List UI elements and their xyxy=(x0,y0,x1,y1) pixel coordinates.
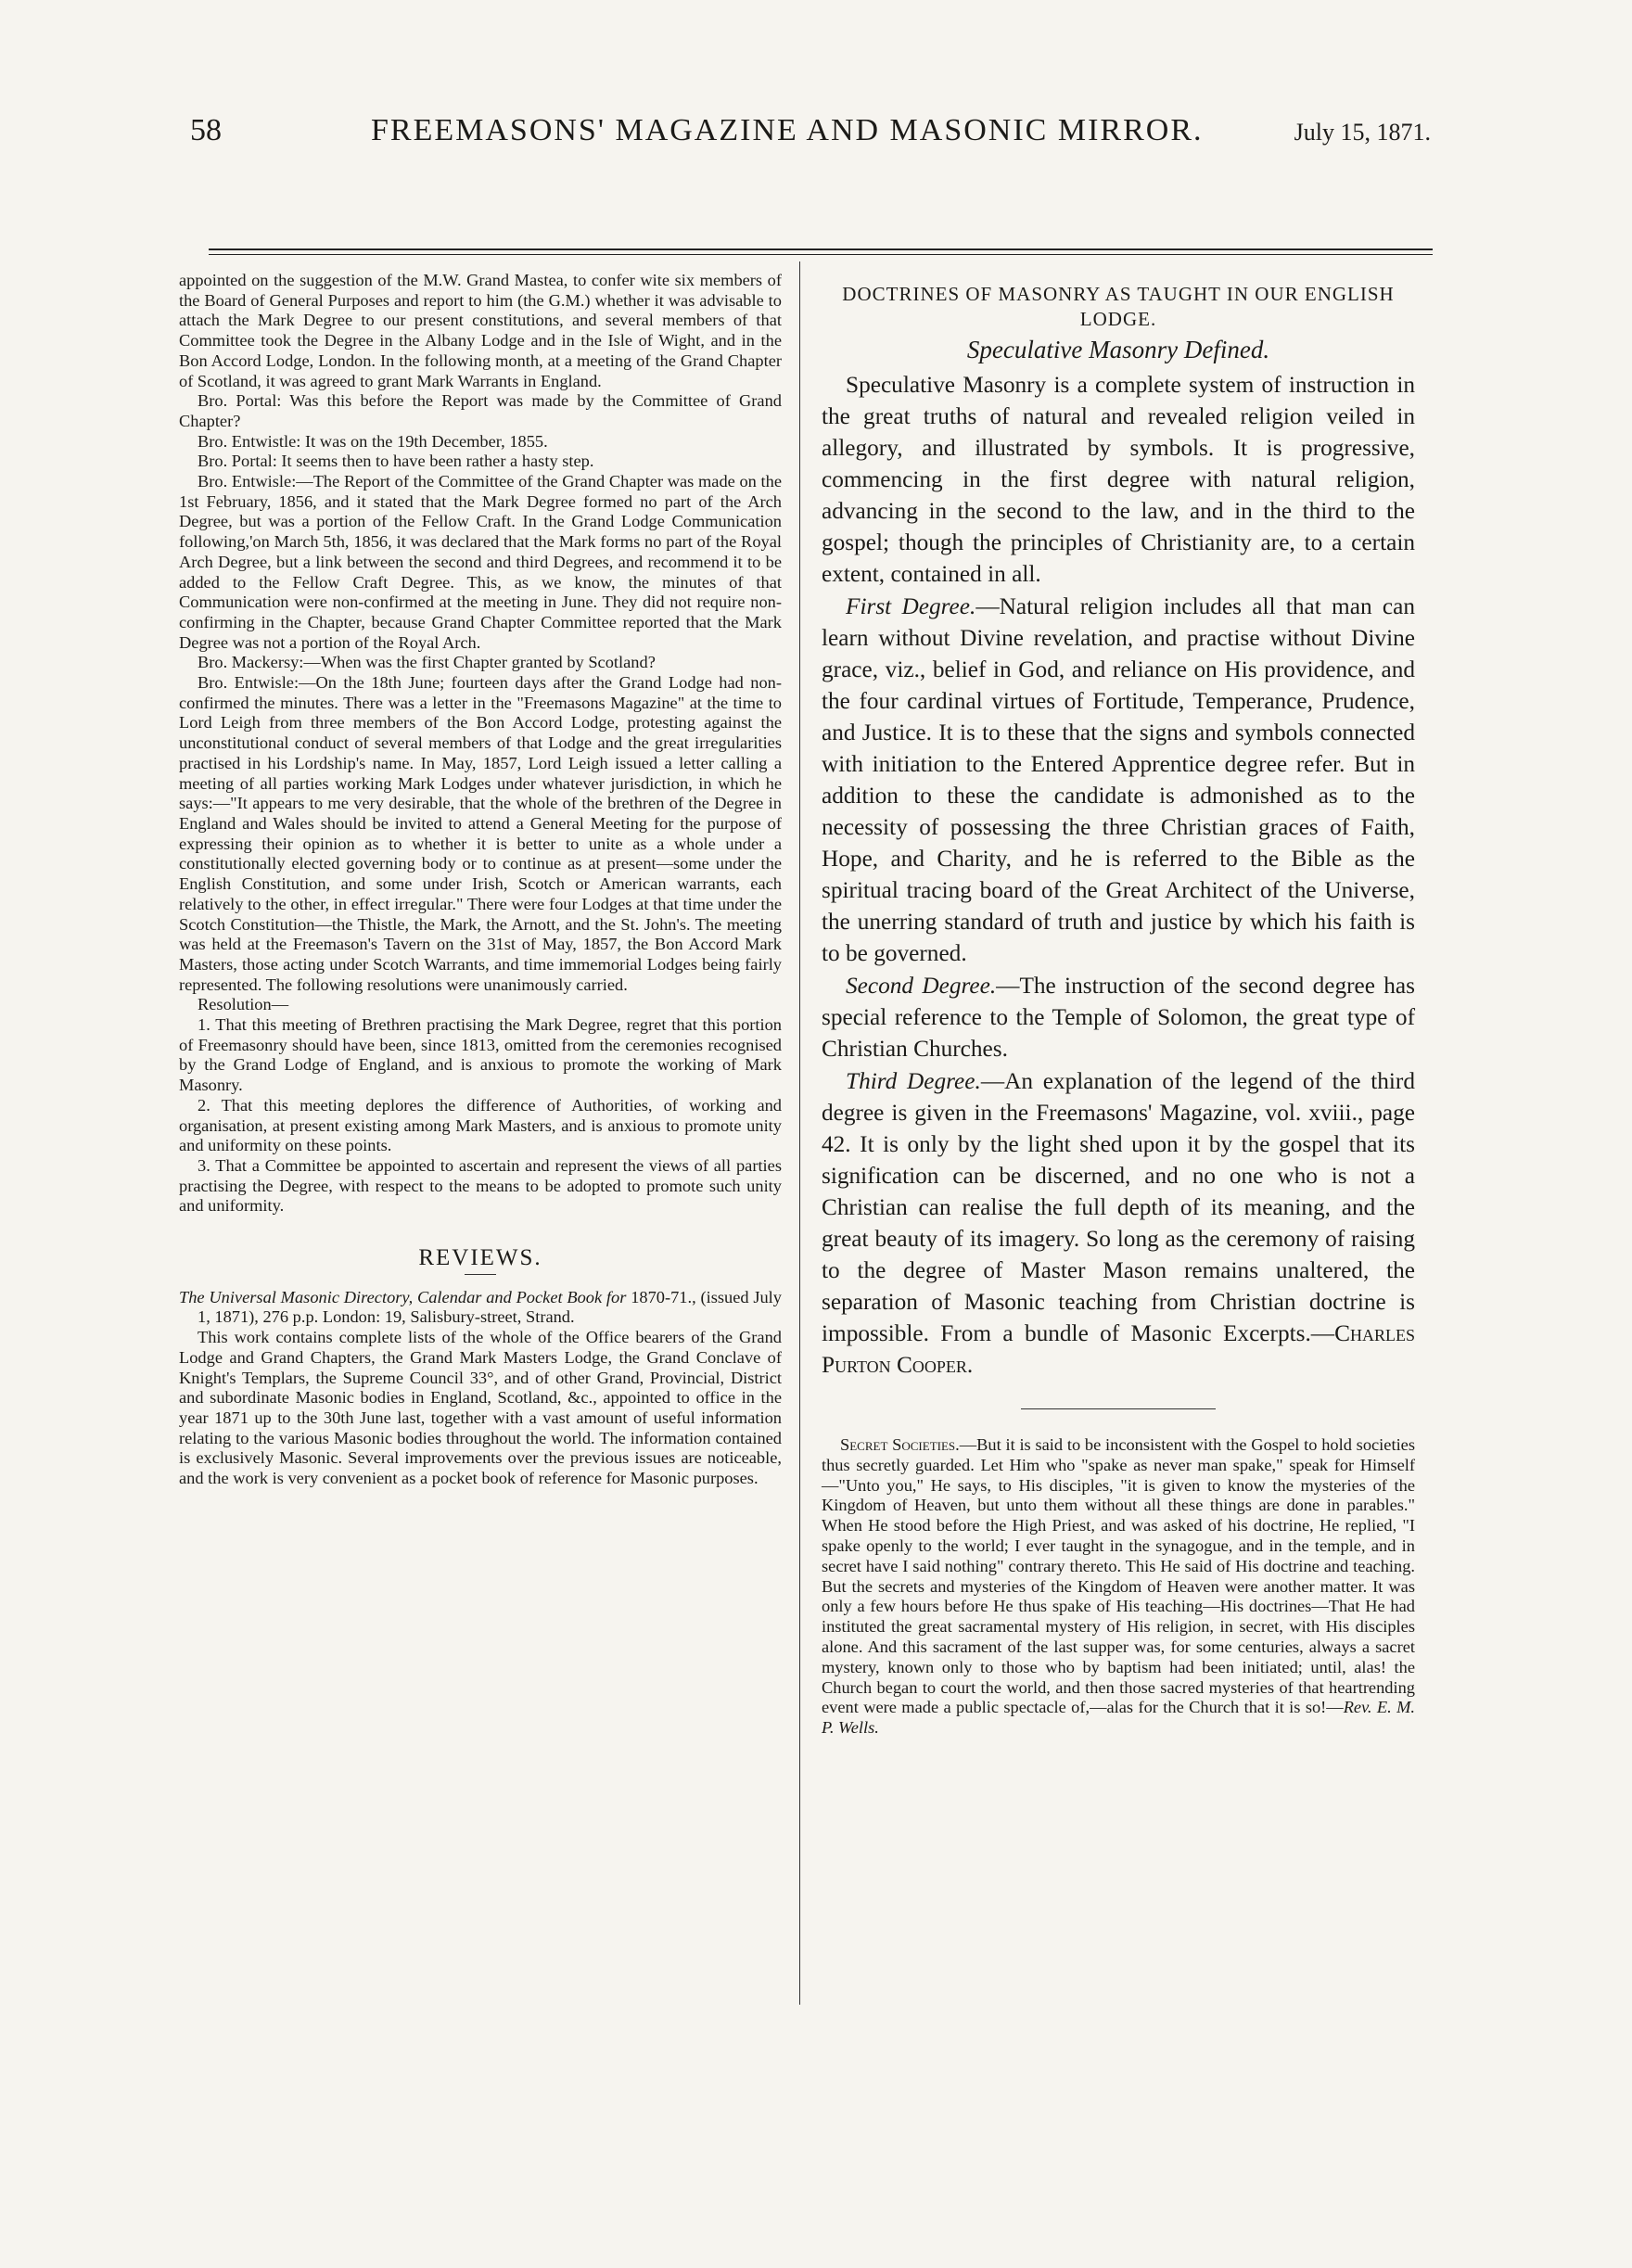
paragraph: Bro. Entwisle:—On the 18th June; fourteen days after the Grand Lodge had non-confirmed the minutes. There was a letter in the "Freemasons Magazine" at the time to Lord Leigh from three members of the Bon Accord Lodge, protesting against the unconstitutional conduct of several members of that Lodge and the great irregularities practised in his Lordship's name. In May, 1857, Lord Leigh issued a letter calling a meeting of all parties working Mark Lodges under whatever jurisdiction, in which he says:—"It appears to me very desirable, that the whole of the brethren of the Degree in England and Wales should be invited to attend a General Meeting for the purpose of expressing their opinion as to whether it is better to unite as a whole under a constitutionally elected governing body or to continue as at present—some under the English Constitution, and some under Irish, Scotch or American warrants, each relatively to the other, in effect irregular." There were four Lodges at that time under the Scotch Constitution—the Thistle, the Mark, the Arnott, and the St. John's. The meeting was held at the Freemason's Tavern on the 31st of May, 1857, the Bon Accord Mark Masters, those acting under Scotch Warrants, and time immemorial Lodges being fairly represented. The following resolutions were unanimously carried. xyxy=(179,673,782,994)
paragraph: Bro. Entwistle: It was on the 19th December, 1855. xyxy=(198,431,548,451)
secret-societies-paragraph xyxy=(822,1435,1415,1739)
resolution-item: 2. That this meeting deplores the difference of Authorities, of working and organisation, at present existing among Mark Masters, and is anxious to promote unity and uniformity on these points. xyxy=(179,1095,782,1155)
third-degree-label: Third Degree. xyxy=(846,1068,981,1094)
review-body: This work contains complete lists of the whole of the Office bearers of the Grand Lodge and Grand Chapters, the Grand Mark Masters Lodge, the Grand Conclave of Knight's Templars, the Supreme Council 33°, and of other Grand, Provincial, District and subordinate Masonic bodies in England, Scotland, &c., appointed to office in the year 1871 up to the 30th June last, together with a vast amount of useful information relating to the various Masonic bodies throughout the world. The information contained is exclusively Masonic. Several improvements over the previous issues are noticeable, and the work is very convenient as a pocket book of reference for Masonic purposes. xyxy=(179,1328,782,1488)
column-divider xyxy=(799,261,800,2005)
review-reference xyxy=(179,1288,782,1328)
header-rule xyxy=(209,248,1433,250)
review-details: 1870-71., (issued July 1, 1871), 276 p.p. London: 19, Salisbury-street, Strand. xyxy=(198,1287,782,1327)
secret-societies-signature: Rev. E. M. P. Wells. xyxy=(822,1698,1415,1738)
first-degree-label: First Degree. xyxy=(846,593,976,619)
right-column xyxy=(822,271,1415,1739)
second-degree-paragraph xyxy=(822,970,1415,1064)
section-rule xyxy=(465,1274,496,1275)
third-degree-paragraph xyxy=(822,1065,1415,1381)
review-title: The Universal Masonic Directory, Calendar and Pocket Book for xyxy=(179,1287,627,1306)
paragraph: Bro. Portal: It seems then to have been rather a hasty step. xyxy=(198,452,594,471)
article-title: DOCTRINES OF MASONRY AS TAUGHT IN OUR ENGLISH LODGE. xyxy=(842,283,1395,330)
first-degree-text: —Natural religion includes all that man can learn without Divine revelation, and practise without Divine grace, viz., belief in God, and reliance on His providence, and the four cardinal virtues of Fortitude, Temperance, Prudence, and Justice. It is to these that the signs and symbols connected with initiation to the Entered Apprentice degree refer. But in addition to these the candidate is admonished as to the necessity of possessing the three Christian graces of Faith, Hope, and Charity, and he is referred to the Bible as the spiritual tracing board of the Great Architect of the Universe, the unerring standard of truth and justice by which his faith is to be governed. xyxy=(822,593,1415,966)
article-signature: Charles Purton Cooper. xyxy=(822,1320,1415,1378)
paragraph: appointed on the suggestion of the M.W. Grand Mastea, to confer wite six members of the Board of General Purposes and report to him (the G.M.) whether it was advisable to attach the Mark Degree to our present constitutions, and several members of that Committee took the Degree in the Albany Lodge and in the Isle of Wight, and in the Bon Accord Lodge, London. In the following month, at a meeting of the Grand Chapter of Scotland, it was agreed to grant Mark Warrants in England. xyxy=(179,271,782,390)
page-number: 58 xyxy=(190,113,222,147)
publication-title: FREEMASONS' MAGAZINE AND MASONIC MIRROR. xyxy=(371,113,1204,147)
second-degree-label: Second Degree. xyxy=(846,973,997,999)
first-degree-paragraph xyxy=(822,591,1415,969)
issue-date: July 15, 1871. xyxy=(1294,119,1431,146)
article-separator-rule xyxy=(1021,1408,1216,1409)
resolution-item: 3. That a Committee be appointed to ascertain and represent the views of all parties practising the Degree, with respect to the means to be adopted to promote such unity and uniformity. xyxy=(179,1155,782,1216)
resolution-label: Resolution— xyxy=(198,995,289,1014)
article-body xyxy=(822,369,1415,1381)
second-degree-text: —The instruction of the second degree has special reference to the Temple of Solomon, the great type of Christian Churches. xyxy=(822,973,1415,1062)
header-rule-thin xyxy=(209,254,1433,255)
secret-societies-text: —But it is said to be inconsistent with the Gospel to hold societies thus secretly guarded. Let Him who "spake as never man spake," speak for Himself—"Unto you," He says, to His disciples, "it is given to know the mysteries of the Kingdom of Heaven, but unto them without all these things are done in parables." When He stood before the High Priest, and was asked of his doctrine, He replied, "I spake openly to the world; I ever taught in the synagogue, and in the temple, and in secret have I said nothing" contrary thereto. This He said of His doctrine and teaching. But the secrets and mysteries of the Kingdom of Heaven were another matter. It was only a few hours before He thus spake of His teaching—His doctrines—That He had instituted the great sacramental mystery of His religion, in secret, with His disciples alone. And this sacrament of the last supper was, for some centuries, always a sacret mystery, known only to those who by baptism had been initiated; until, alas! the Church began to court the world, and then those sacred mysteries of that heartrending event were made a public spectacle of,—alas for the Church that it is so!— xyxy=(822,1435,1415,1717)
article-intro: Speculative Masonry is a complete system of instruction in the great truths of natural and revealed religion veiled in allegory, and illustrated by symbols. It is progressive, commencing in the first degree with natural religion, advancing in the second to the law, and in the third to the gospel; though the principles of Christianity are, to a certain extent, contained in all. xyxy=(822,372,1415,587)
third-degree-text: —An explanation of the legend of the third degree is given in the Freemasons' Magazine, vol. xviii., page 42. It is only by the light shed upon it by the gospel that its signification can be discerned, and no one who is not a Christian can realise the full depth of its meaning, and the great beauty of its imagery. So long as the ceremony of raising to the degree of Master Mason remains unaltered, the separation of Masonic teaching from Christian doctrine is impossible. From a bundle of Masonic Excerpts.— xyxy=(822,1068,1415,1346)
resolution-item: 1. That this meeting of Brethren practising the Mark Degree, regret that this portion of Freemasonry should have been, since 1813, omitted from the ceremonies recognised by the Grand Lodge of England, and is anxious to promote the working of Mark Masonry. xyxy=(179,1015,782,1095)
left-column xyxy=(179,271,782,1489)
reviews-heading: REVIEWS. xyxy=(418,1245,542,1271)
paragraph: Bro. Mackersy:—When was the first Chapter granted by Scotland? xyxy=(198,653,656,672)
page-header xyxy=(190,109,1433,174)
secret-societies-label: Secret Societies. xyxy=(840,1435,960,1454)
paragraph: Bro. Entwisle:—The Report of the Committee of the Grand Chapter was made on the 1st February, 1856, and it stated that the Mark Degree formed no part of the Arch Degree, but was a portion of the Fellow Craft. In the Grand Lodge Communication following,'on March 5th, 1856, it was declared that the Mark forms no part of the Royal Arch Degree, but a link between the second and third Degrees, and recommend it to be added to the Fellow Craft Degree. This, as we know, the minutes of that Communication were non-confirmed at the meeting in June. They did not require non-confirming in the Chapter, because Grand Chapter Committee reported that the Mark Degree was not a portion of the Royal Arch. xyxy=(179,472,782,652)
secret-societies-article xyxy=(822,1435,1415,1739)
paragraph: Bro. Portal: Was this before the Report was made by the Committee of Grand Chapter? xyxy=(179,391,782,430)
article-subtitle: Speculative Masonry Defined. xyxy=(966,336,1270,363)
